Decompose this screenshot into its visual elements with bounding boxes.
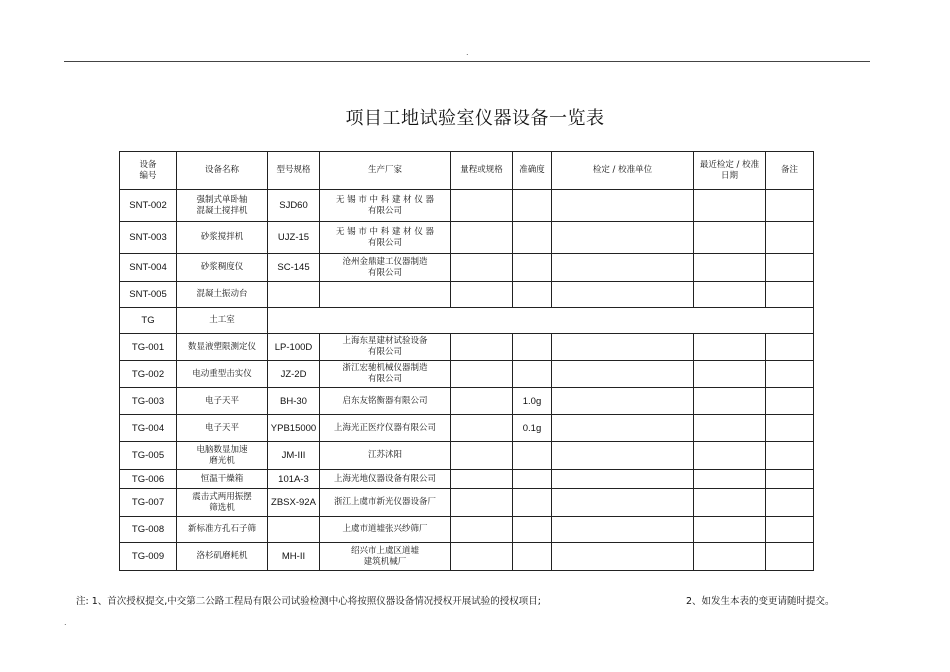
equipment-range	[451, 415, 513, 442]
footnote-2: 2、如发生本表的变更请随时提交。	[686, 596, 835, 607]
equipment-model: SC-145	[268, 254, 320, 282]
equipment-range	[451, 190, 513, 222]
col-header-accuracy: 准确度	[513, 152, 552, 190]
footnote-1: 注: 1、首次授权提交,中交第二公路工程局有限公司试验检测中心将按照仪器设备情况授权开展试验的授权项目;	[76, 596, 541, 607]
table-row	[120, 470, 814, 489]
equipment-id: SNT-002	[120, 190, 177, 222]
equipment-note	[766, 190, 814, 222]
equipment-id: TG-007	[120, 489, 177, 517]
equipment-id: SNT-005	[120, 282, 177, 308]
equipment-model: UJZ-15	[268, 222, 320, 254]
equipment-name: 电动重型击实仪	[177, 361, 268, 388]
equipment-id: TG-006	[120, 470, 177, 489]
calibration-date	[694, 254, 766, 282]
equipment-range	[451, 282, 513, 308]
equipment-name: 混凝土振动台	[177, 282, 268, 308]
table-row	[120, 517, 814, 543]
equipment-name: 强制式单卧轴 混凝土搅拌机	[177, 190, 268, 222]
equipment-maker: 浙江上虞市新光仪器设备厂	[320, 489, 451, 517]
equipment-range	[451, 442, 513, 470]
equipment-accuracy: 0.1g	[513, 415, 552, 442]
equipment-accuracy	[513, 361, 552, 388]
equipment-maker: 绍兴市上虞区道墟 建筑机械厂	[320, 543, 451, 571]
equipment-maker	[320, 282, 451, 308]
equipment-accuracy	[513, 442, 552, 470]
equipment-model: BH-30	[268, 388, 320, 415]
calibration-unit	[552, 388, 694, 415]
col-header-range: 量程或规格	[451, 152, 513, 190]
equipment-name: 电子天平	[177, 388, 268, 415]
equipment-name: 洛杉矶磨耗机	[177, 543, 268, 571]
calibration-unit	[552, 254, 694, 282]
equipment-accuracy	[513, 222, 552, 254]
equipment-note	[766, 334, 814, 361]
section-spacer	[268, 308, 814, 334]
tg-rows	[120, 334, 814, 571]
table-row	[120, 388, 814, 415]
equipment-range	[451, 470, 513, 489]
equipment-name: 电子天平	[177, 415, 268, 442]
calibration-date	[694, 190, 766, 222]
equipment-model	[268, 282, 320, 308]
equipment-accuracy	[513, 543, 552, 571]
table-row	[120, 442, 814, 470]
calibration-date	[694, 361, 766, 388]
equipment-range	[451, 361, 513, 388]
equipment-note	[766, 415, 814, 442]
table-row	[120, 190, 814, 222]
equipment-id: TG-003	[120, 388, 177, 415]
calibration-date	[694, 517, 766, 543]
col-header-note: 备注	[766, 152, 814, 190]
equipment-note	[766, 470, 814, 489]
equipment-name: 新标准方孔石子筛	[177, 517, 268, 543]
equipment-model: YPB15000	[268, 415, 320, 442]
equipment-maker: 无 锡 市 中 科 建 材 仪 器 有限公司	[320, 190, 451, 222]
calibration-date	[694, 470, 766, 489]
table-row	[120, 222, 814, 254]
calibration-unit	[552, 361, 694, 388]
equipment-model: MH-II	[268, 543, 320, 571]
footer-dot: .	[64, 618, 67, 627]
table-header-row	[120, 152, 814, 190]
table-row	[120, 334, 814, 361]
equipment-maker: 上海东星建材试验设备 有限公司	[320, 334, 451, 361]
col-header-name: 设备名称	[177, 152, 268, 190]
equipment-accuracy	[513, 470, 552, 489]
calibration-unit	[552, 190, 694, 222]
calibration-unit	[552, 415, 694, 442]
calibration-unit	[552, 543, 694, 571]
equipment-id: SNT-004	[120, 254, 177, 282]
equipment-name: 砂浆稠度仪	[177, 254, 268, 282]
equipment-range	[451, 334, 513, 361]
equipment-model: JM-III	[268, 442, 320, 470]
equipment-name: 砂浆搅拌机	[177, 222, 268, 254]
equipment-note	[766, 388, 814, 415]
calibration-unit	[552, 470, 694, 489]
col-header-cal-date: 最近检定 / 校准 日期	[694, 152, 766, 190]
equipment-name: 电脑数显加速 磨光机	[177, 442, 268, 470]
equipment-note	[766, 517, 814, 543]
equipment-id: TG-002	[120, 361, 177, 388]
equipment-range	[451, 254, 513, 282]
calibration-date	[694, 334, 766, 361]
calibration-date	[694, 388, 766, 415]
equipment-id: TG-009	[120, 543, 177, 571]
equipment-model	[268, 517, 320, 543]
equipment-accuracy	[513, 489, 552, 517]
equipment-accuracy	[513, 254, 552, 282]
equipment-maker: 沧州金鼎建工仪器制造 有限公司	[320, 254, 451, 282]
page-title: 项目工地试验室仪器设备一览表	[345, 108, 605, 129]
equipment-name: 恒温干燥箱	[177, 470, 268, 489]
equipment-note	[766, 282, 814, 308]
equipment-accuracy: 1.0g	[513, 388, 552, 415]
equipment-range	[451, 222, 513, 254]
equipment-range	[451, 489, 513, 517]
equipment-model: LP-100D	[268, 334, 320, 361]
equipment-maker: 浙江宏驰机械仪器制造 有限公司	[320, 361, 451, 388]
equipment-maker: 上海光正医疗仪器有限公司	[320, 415, 451, 442]
section-id: TG	[120, 308, 177, 334]
equipment-model: 101A-3	[268, 470, 320, 489]
table-row	[120, 361, 814, 388]
equipment-accuracy	[513, 282, 552, 308]
equipment-accuracy	[513, 517, 552, 543]
equipment-note	[766, 442, 814, 470]
calibration-date	[694, 543, 766, 571]
table-row	[120, 415, 814, 442]
table-row	[120, 282, 814, 308]
table-row	[120, 543, 814, 571]
equipment-maker: 上海光地仪器设备有限公司	[320, 470, 451, 489]
equipment-name: 震击式两用振摆 筛选机	[177, 489, 268, 517]
equipment-name: 数显液塑限测定仪	[177, 334, 268, 361]
section-row	[120, 308, 814, 334]
equipment-range	[451, 517, 513, 543]
calibration-unit	[552, 222, 694, 254]
equipment-maker: 无 锡 市 中 科 建 材 仪 器 有限公司	[320, 222, 451, 254]
snt-rows	[120, 190, 814, 308]
col-header-maker: 生产厂家	[320, 152, 451, 190]
equipment-note	[766, 254, 814, 282]
calibration-date	[694, 282, 766, 308]
equipment-note	[766, 489, 814, 517]
calibration-date	[694, 489, 766, 517]
col-header-cal-unit: 检定 / 校准单位	[552, 152, 694, 190]
equipment-maker: 上虞市道墟张兴纱筛厂	[320, 517, 451, 543]
calibration-date	[694, 222, 766, 254]
equipment-note	[766, 361, 814, 388]
table-row	[120, 489, 814, 517]
header-rule	[64, 61, 870, 62]
equipment-table	[119, 151, 814, 571]
table-row	[120, 254, 814, 282]
calibration-unit	[552, 489, 694, 517]
calibration-date	[694, 442, 766, 470]
header-dot: .	[466, 48, 469, 57]
equipment-note	[766, 543, 814, 571]
calibration-unit	[552, 517, 694, 543]
equipment-id: TG-005	[120, 442, 177, 470]
calibration-unit	[552, 334, 694, 361]
equipment-model: JZ-2D	[268, 361, 320, 388]
col-header-model: 型号规格	[268, 152, 320, 190]
equipment-note	[766, 222, 814, 254]
equipment-id: TG-001	[120, 334, 177, 361]
col-header-id: 设备 编号	[120, 152, 177, 190]
section-name: 土工室	[177, 308, 268, 334]
equipment-maker: 江苏沭阳	[320, 442, 451, 470]
equipment-accuracy	[513, 334, 552, 361]
calibration-unit	[552, 442, 694, 470]
equipment-maker: 启东友铭衡器有限公司	[320, 388, 451, 415]
equipment-model: ZBSX-92A	[268, 489, 320, 517]
equipment-id: SNT-003	[120, 222, 177, 254]
calibration-date	[694, 415, 766, 442]
equipment-model: SJD60	[268, 190, 320, 222]
equipment-accuracy	[513, 190, 552, 222]
equipment-id: TG-008	[120, 517, 177, 543]
equipment-range	[451, 388, 513, 415]
equipment-id: TG-004	[120, 415, 177, 442]
calibration-unit	[552, 282, 694, 308]
section-tg	[120, 308, 814, 334]
equipment-range	[451, 543, 513, 571]
